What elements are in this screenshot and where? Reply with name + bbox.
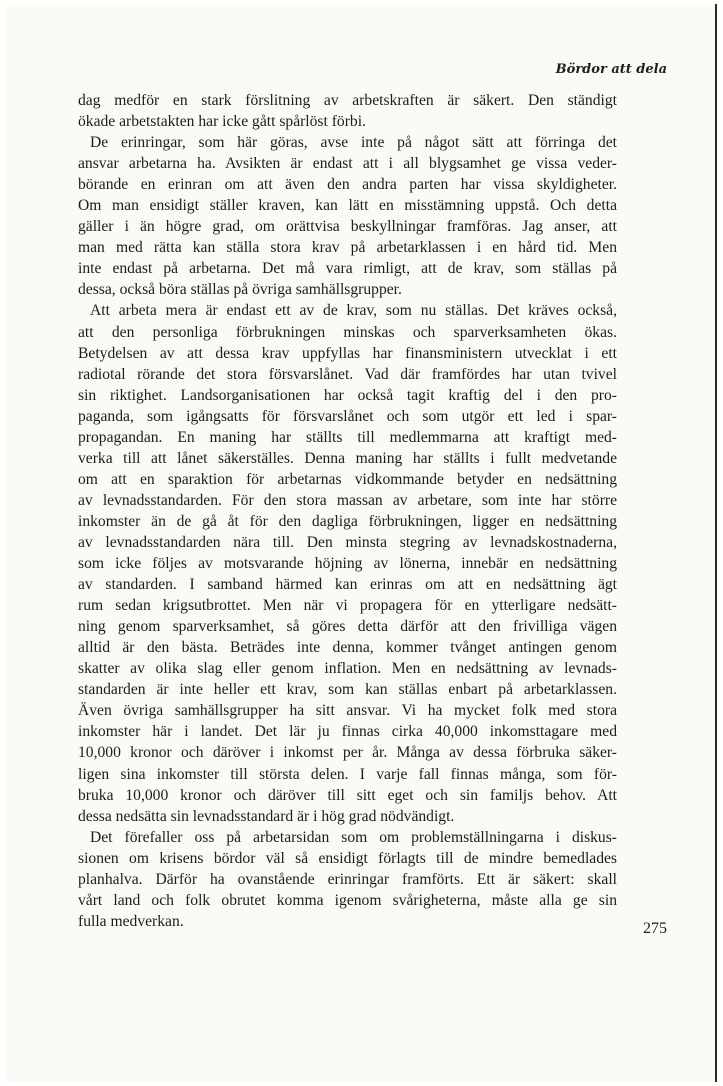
text-line: sin riktighet. Landsorganisationen har också tagit kraftig del i den pro- [78, 386, 617, 404]
text-line: inkomster här i landet. Det lär ju finnas cirka 40,000 inkomsttagare med [78, 723, 617, 741]
text-line: Betydelsen av att dessa krav uppfyllas har finansministern utvecklat i ett [78, 344, 617, 362]
text-line: skatter av olika slag eller genom inflation. Men en nedsättning av levnads- [78, 660, 617, 678]
text-line: rum sedan krigsutbrottet. Men när vi propagera för en ytterligare nedsätt- [78, 597, 617, 615]
text-line: dessa nedsätta sin levnadsstandard är i hög grad nödvändigt. [78, 807, 455, 825]
text-line: Om man ensidigt ställer kraven, kan lätt en misstämning uppstå. Och detta [78, 197, 617, 215]
running-head: Bördor att dela [555, 62, 667, 77]
text-line: sionen om krisens bördor väl så ensidigt förlagts till de mindre bemedlades [78, 849, 617, 867]
text-line: Även övriga samhällsgrupper ha sitt ansvar. Vi ha mycket folk med stora [78, 702, 617, 720]
text-line: om att en sparaktion för arbetarnas vidkommande betyder en nedsättning [78, 470, 617, 488]
text-line: som icke följes av motsvarande höjning av lönerna, innebär en nedsättning [78, 555, 617, 573]
text-line: propagandan. En maning har ställts till medlemmarna att kraftigt med- [78, 428, 617, 446]
text-line: börande en erinran om att även den andra parten har vissa skyldigheter. [78, 176, 617, 194]
page-number: 275 [643, 920, 667, 937]
text-line: gäller i än högre grad, om orättvisa beskyllningar framföras. Jag anser, att [78, 218, 617, 236]
text-line: verka till att lånet säkerställes. Denna maning har ställts i fullt medvetande [78, 449, 617, 467]
text-line: av levnadsstandarden. För den stora massan av arbetare, som inte har större [78, 491, 617, 509]
text-line: av standarden. I samband härmed kan erinras om att en nedsättning ägt [78, 576, 617, 594]
text-line: inkomster än de gå åt för den dagliga förbrukningen, ligger en nedsättning [78, 512, 617, 530]
text-line: ökade arbetstakten har icke gått spårlöst förbi. [78, 113, 366, 131]
text-line: standarden är inte heller ett krav, som kan ställas enbart på arbetarklassen. [78, 681, 617, 699]
text-line: 10,000 kronor och däröver i inkomst per år. Många av dessa förbruka säker- [78, 744, 617, 762]
text-line: alltid är den bästa. Beträdes inte denna, kommer tvånget antingen genom [78, 639, 617, 657]
text-line: planhalva. Därför ha ovanstående erinringar framförts. Ett är säkert: skall [78, 870, 617, 888]
text-line: dag medför en stark förslitning av arbetskraften är säkert. Den ständigt [78, 92, 617, 109]
text-line: att den personliga förbrukningen minskas och sparverksamheten ökas. [78, 323, 617, 341]
text-line: ning genom sparverksamhet, så göres detta därför att den frivilliga vägen [78, 618, 617, 636]
text-line: av levnadsstandarden nära till. Den minsta stegring av levnadskostnaderna, [78, 533, 617, 551]
body-text [78, 90, 617, 932]
text-line: inte endast på arbetarna. Det må vara rimligt, att de krav, som ställas på [78, 260, 617, 278]
text-line: Att arbeta mera är endast ett av de krav, som nu ställas. Det kräves också, [90, 302, 617, 320]
text-line: De erinringar, som här göras, avse inte på något sätt att förringa det [90, 134, 617, 152]
text-line: paganda, som igångsatts för försvarslånet och som utgör ett led i spar- [78, 407, 617, 425]
text-line: vårt land och folk obrutet komma igenom svårigheterna, måste alla ge sin [78, 891, 617, 909]
text-line: dessa, också böra ställas på övriga samhällsgrupper. [78, 281, 402, 299]
text-line: ligen sina inkomster till största delen. I varje fall finnas många, som för- [78, 765, 617, 783]
book-page [6, 4, 717, 1082]
text-line: fulla medverkan. [78, 912, 184, 930]
text-line: man med rätta kan ställa stora krav på arbetarklassen i en hård tid. Men [78, 239, 617, 257]
text-line: Det förefaller oss på arbetarsidan som om problemställningarna i diskus- [90, 828, 617, 846]
text-line: ansvar arbetarna ha. Avsikten är endast att i all blygsamhet ge vissa veder- [78, 155, 617, 173]
text-line: bruka 10,000 kronor och däröver till sitt eget och sin familjs behov. Att [78, 786, 617, 804]
text-line: radiotal rörande det stora försvarslånet. Vad där framfördes har utan tvivel [78, 365, 617, 383]
